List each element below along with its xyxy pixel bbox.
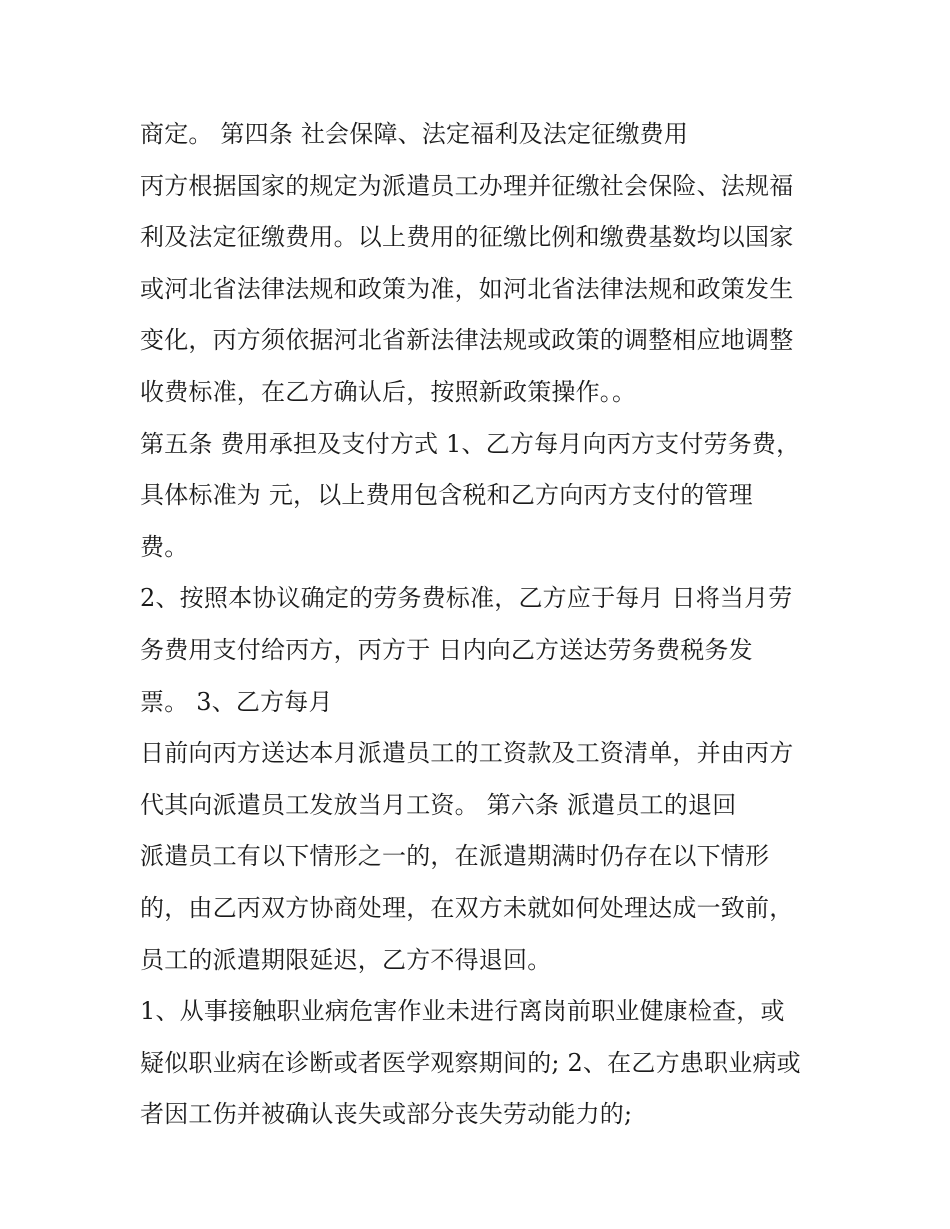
document-body [140, 109, 840, 1141]
text-line: 疑似职业病在诊断或者医学观察期间的; 2、在乙方患职业病或 [140, 1048, 801, 1077]
text-line: 1、从事接触职业病危害作业未进行离岗前职业健康检查，或 [140, 997, 785, 1026]
text-line: 日前向丙方送达本月派遣员工的工资款及工资清单，并由丙方 [140, 739, 794, 768]
text-line: 者因工伤并被确认丧失或部分丧失劳动能力的; [140, 1100, 633, 1129]
text-line: 票。 3、乙方每月 [140, 687, 333, 716]
text-line: 利及法定征缴费用。以上费用的征缴比例和缴费基数均以国家 [140, 223, 794, 252]
text-line: 费。 [140, 532, 189, 561]
text-line: 派遣员工有以下情形之一的，在派遣期满时仍存在以下情形 [140, 842, 770, 871]
text-line: 员工的派遣期限延迟，乙方不得退回。 [140, 945, 552, 974]
text-line: 务费用支付给丙方，丙方于 日内向乙方送达劳务费税务发 [140, 635, 753, 664]
text-line: 丙方根据国家的规定为派遣员工办理并征缴社会保险、法规福 [140, 171, 794, 200]
text-line: 收费标准，在乙方确认后，按照新政策操作。。 [140, 377, 637, 406]
text-line: 具体标准为 元，以上费用包含税和乙方向丙方支付的管理 [140, 481, 753, 510]
text-line: 代其向派遣员工发放当月工资。 第六条 派遣员工的退回 [140, 790, 737, 819]
text-line: 变化，丙方须依据河北省新法律法规或政策的调整相应地调整 [140, 326, 794, 355]
text-line: 或河北省法律法规和政策为准，如河北省法律法规和政策发生 [140, 274, 794, 303]
text-line: 商定。 第四条 社会保障、法定福利及法定征缴费用 [140, 120, 689, 148]
text-line: 2、按照本协议确定的劳务费标准，乙方应于每月 日将当月劳 [140, 584, 793, 613]
text-line: 第五条 费用承担及支付方式 1、乙方每月向丙方支付劳务费， [140, 429, 801, 458]
text-line: 的，由乙丙双方协商处理，在双方未就如何处理达成一致前， [140, 893, 794, 922]
